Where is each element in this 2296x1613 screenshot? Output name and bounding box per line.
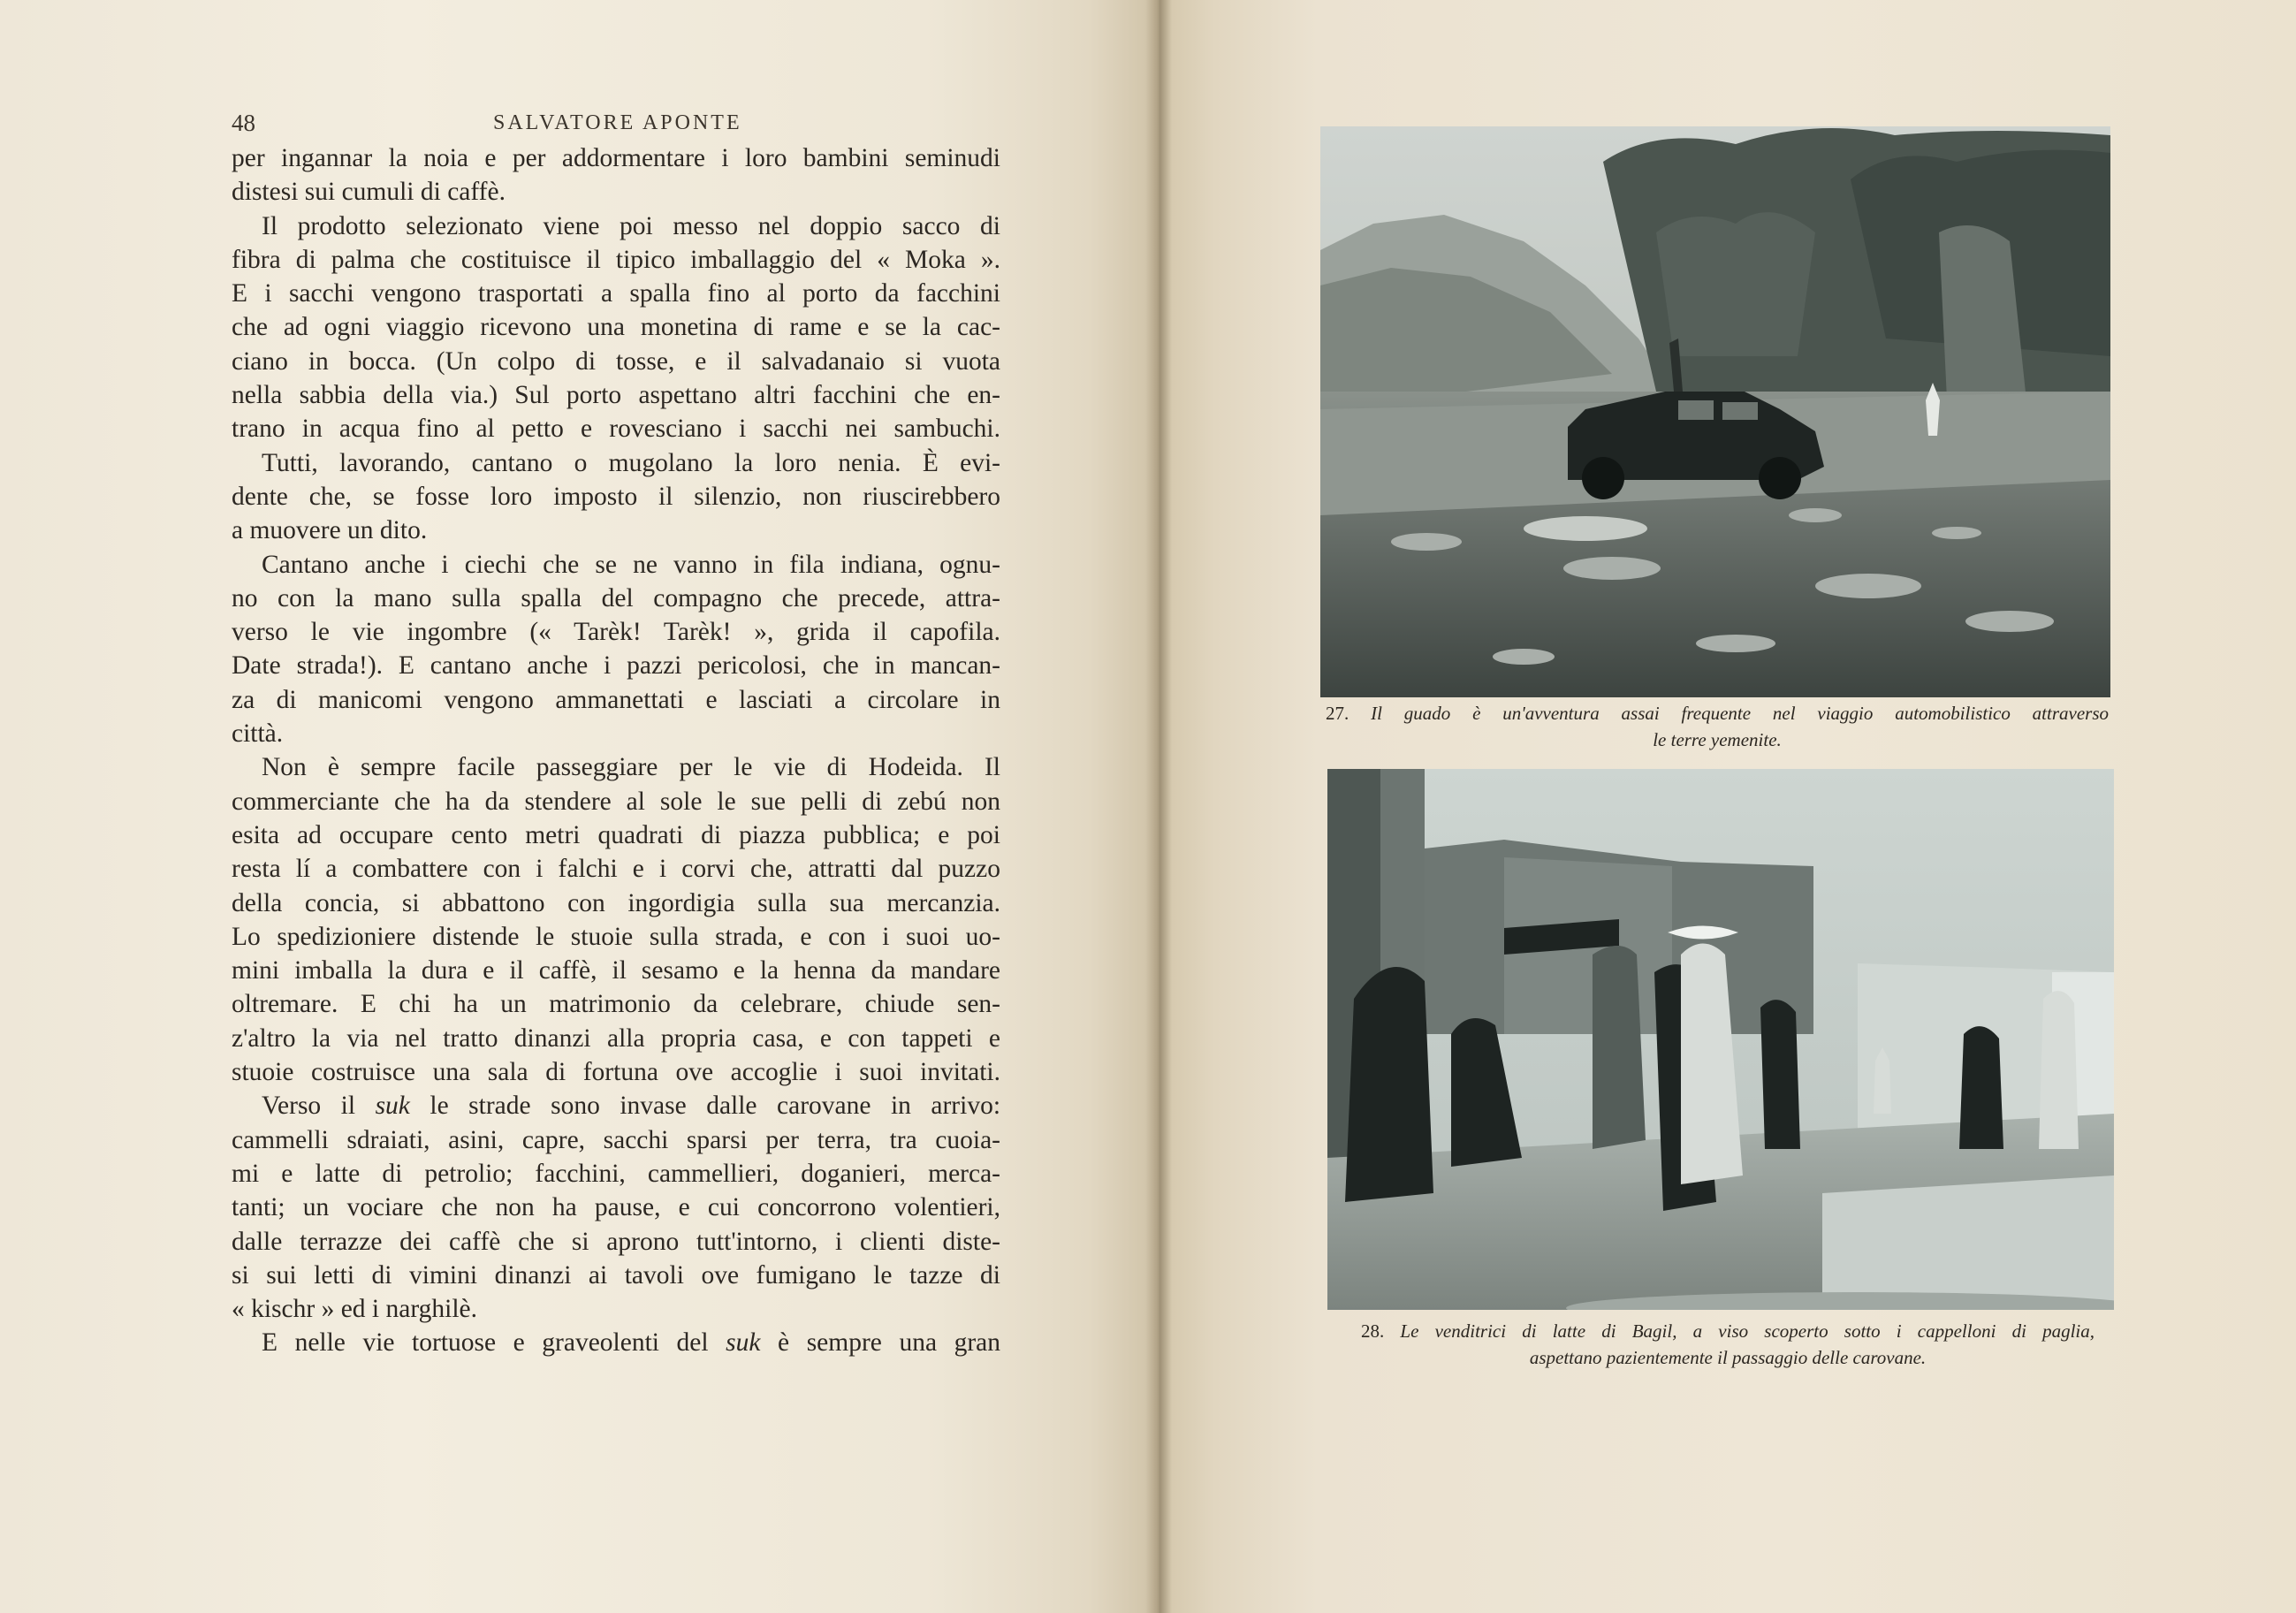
text-line: nella sabbia della via.) Sul porto aspettano altri facchini che en- — [232, 381, 1000, 410]
text-line: resta lí a combattere con i falchi e i corvi che, attratti dal puzzo — [232, 855, 1000, 884]
caption-28-line-2: aspettano pazientemente il passaggio delle carovane. — [1529, 1347, 1927, 1368]
text-line: esita ad occupare cento metri quadrati di piazza pubblica; e poi — [232, 820, 1000, 849]
text-line: mini imballa la dura e il caffè, il sesamo e la henna da mandare — [232, 956, 1000, 985]
caption-text: Le venditrici di latte di Bagil, a viso scoperto sotto i cappelloni di paglia, — [1400, 1320, 2095, 1342]
figure-number: 28. — [1361, 1320, 1385, 1342]
caption-28-line-1 — [1361, 1318, 2095, 1344]
text-line: trano in acqua fino al petto e rovesciano i sacchi nei sambuchi. — [232, 415, 1000, 444]
caption-figure-27 — [1326, 700, 2109, 753]
text-line: E nelle vie tortuose e graveolenti del suk è sempre una gran — [262, 1328, 1000, 1358]
text-line: per ingannar la noia e per addormentare i loro bambini seminudi — [232, 144, 1000, 172]
text-line: Il prodotto selezionato viene poi messo nel doppio sacco di — [262, 211, 1000, 240]
text-line: che ad ogni viaggio ricevono una monetina di rame e se la cac- — [232, 313, 1000, 342]
text-line: E i sacchi vengono trasportati a spalla fino al porto da facchini — [232, 279, 1000, 308]
italic-word: suk — [726, 1328, 761, 1358]
photo-car-fording-river-image — [1320, 126, 2110, 697]
page-number: 48 — [232, 110, 255, 136]
text-line: stuoie costruisce una sala di fortuna ove accoglie i suoi invitati. — [232, 1058, 1000, 1087]
photo-car-fording-river — [1320, 126, 2110, 697]
text-line: distesi sui cumuli di caffè. — [232, 178, 506, 207]
text-line: ciano in bocca. (Un colpo di tosse, e il salvadanaio si vuota — [232, 346, 1000, 376]
text-line: Cantano anche i ciechi che se ne vanno in fila indiana, ognu- — [262, 550, 1000, 579]
book-gutter — [1145, 0, 1172, 1613]
italic-word: suk — [375, 1092, 410, 1121]
body-text — [232, 141, 1000, 1360]
caption-text: Il guado è un'avventura assai frequente nel viaggio automobilistico attraverso — [1371, 703, 2110, 724]
text-line: fibra di palma che costituisce il tipico imballaggio del « Moka ». — [232, 245, 1000, 274]
text-line: commerciante che ha da stendere al sole le sue pelli di zebú non — [232, 787, 1000, 816]
text-line: dente che, se fosse loro imposto il silenzio, non riuscirebbero — [232, 482, 1000, 511]
figure-number: 27. — [1326, 703, 1349, 724]
text-line: Date strada!). E cantano anche i pazzi pericolosi, che in mancan- — [232, 651, 1000, 681]
text-line: Non è sempre facile passeggiare per le vie di Hodeida. Il — [262, 753, 1000, 782]
text-line: verso le vie ingombre (« Tarèk! Tarèk! », grida il capofila. — [232, 618, 1000, 647]
text-line: dalle terrazze dei caffè che si aprono tutt'intorno, i clienti diste- — [232, 1227, 1000, 1256]
caption-figure-28 — [1361, 1318, 2095, 1371]
text-line: Lo spedizioniere distende le stuoie sulla strada, e con i suoi uo- — [232, 922, 1000, 951]
caption-27-line-1 — [1326, 700, 2109, 727]
text-line: Tutti, lavorando, cantano o mugolano la loro nenia. È evi- — [262, 448, 1000, 477]
text-line: no con la mano sulla spalla del compagno che precede, attra- — [232, 583, 1000, 612]
photo-street-milk-sellers-image — [1327, 769, 2114, 1310]
text-line: za di manicomi vengono ammanettati e lasciati a circolare in — [232, 685, 1000, 714]
caption-27-line-2: le terre yemenite. — [1653, 729, 1782, 750]
running-head-title: SALVATORE APONTE — [493, 111, 742, 134]
text-line: Verso il suk le strade sono invase dalle carovane in arrivo: — [262, 1092, 1000, 1121]
photo-street-milk-sellers — [1327, 769, 2114, 1310]
text-line: mi e latte di petrolio; facchini, cammellieri, doganieri, merca- — [232, 1159, 1000, 1188]
text-line: cammelli sdraiati, asini, capre, sacchi sparsi per terra, tra cuoia- — [232, 1125, 1000, 1154]
text-line: città. — [232, 719, 284, 749]
text-line: si sui letti di vimini dinanzi ai tavoli ove fumigano le tazze di — [232, 1260, 1000, 1290]
text-line: tanti; un vociare che non ha pause, e cui concorrono volentieri, — [232, 1193, 1000, 1222]
text-line: oltremare. E chi ha un matrimonio da celebrare, chiude sen- — [232, 990, 1000, 1019]
running-head — [232, 110, 1000, 145]
text-line: « kischr » ed i narghilè. — [232, 1295, 478, 1324]
text-line: della concia, si abbattono con ingordigia sulla sua mercanzia. — [232, 888, 1000, 917]
text-line: a muovere un dito. — [232, 516, 428, 545]
text-line: z'altro la via nel tratto dinanzi alla propria casa, e con tappeti e — [232, 1023, 1000, 1053]
